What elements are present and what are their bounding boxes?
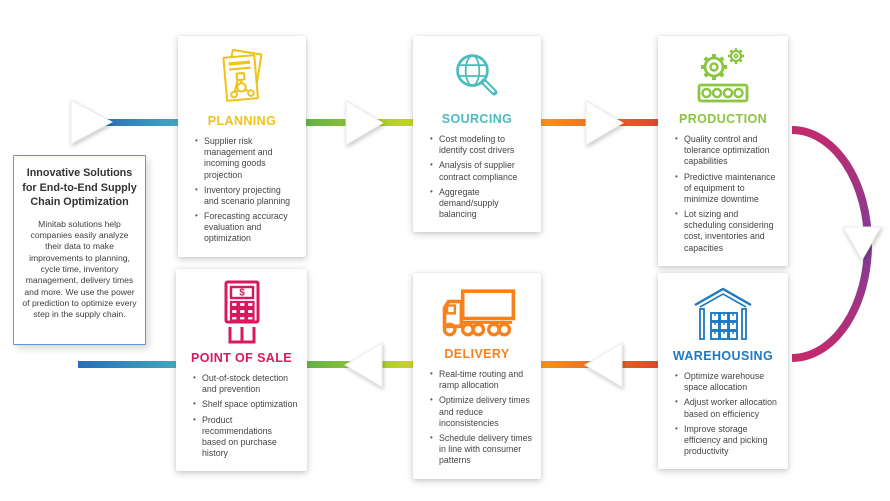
card-title-planning: PLANNING xyxy=(207,114,277,128)
bullet-list-production xyxy=(665,134,781,254)
card-delivery xyxy=(413,273,541,479)
card-title-warehousing: WAREHOUSING xyxy=(672,349,774,363)
cash-register-icon xyxy=(183,279,300,345)
bullet: • Aggregate demand/supply balancing xyxy=(439,187,532,221)
bullet-list-planning xyxy=(185,136,299,245)
intro-title: Innovative Solutions for End-to-End Supply Chain Optimization xyxy=(22,167,137,209)
bullet-list-warehousing xyxy=(665,371,781,457)
bullet: • Optimize delivery times and reduce inconsistencies xyxy=(439,395,532,429)
warehouse-icon xyxy=(665,283,781,343)
connector-pos-exit xyxy=(78,361,178,368)
bullet: • Shelf space optimization xyxy=(202,399,298,410)
bullet: • Adjust worker allocation based on efficiency xyxy=(684,397,779,419)
card-title-delivery: DELIVERY xyxy=(444,347,510,361)
bullet: • Optimize warehouse space allocation xyxy=(684,371,779,393)
bullet: • Quality control and tolerance optimization capabilities xyxy=(684,134,779,168)
card-production xyxy=(658,36,788,266)
card-warehousing xyxy=(658,273,788,469)
card-point-of-sale xyxy=(176,269,307,471)
card-title-sourcing: SOURCING xyxy=(441,112,513,126)
bullet: • Schedule delivery times in line with consumer patterns xyxy=(439,433,532,467)
svg-text:$: $ xyxy=(238,287,245,299)
flow-arrow-down-icon xyxy=(840,224,884,264)
bullet: • Predictive maintenance of equipment to minimize downtime xyxy=(684,172,779,206)
gears-machine-icon xyxy=(665,46,781,106)
card-title-pos: POINT OF SALE xyxy=(190,351,293,365)
planning-documents-icon xyxy=(185,46,299,108)
bullet: • Product recommendations based on purchase history xyxy=(202,415,298,460)
globe-magnifier-icon xyxy=(420,46,534,106)
flow-arrow-right-icon xyxy=(66,97,118,147)
card-title-production: PRODUCTION xyxy=(678,112,768,126)
bullet: • Analysis of supplier contract compliance xyxy=(439,160,532,182)
bullet-list-pos xyxy=(183,373,300,459)
flow-arrow-left-icon xyxy=(578,340,630,390)
bullet: • Real-time routing and ramp allocation xyxy=(439,369,532,391)
card-sourcing xyxy=(413,36,541,232)
bullet: • Forecasting accuracy evaluation and optimization xyxy=(204,211,297,245)
bullet: • Cost modeling to identify cost drivers xyxy=(439,134,532,156)
bullet: • Lot sizing and scheduling considering cost, inventories and capacities xyxy=(684,209,779,254)
bullet: • Improve storage efficiency and picking productivity xyxy=(684,424,779,458)
intro-body: Minitab solutions help companies easily analyze their data to make improvements to planning, cycle time, inventory management, delivery times and more. We use the power of prediction to optimize every step in the supply chain. xyxy=(22,218,137,320)
flow-arrow-right-icon xyxy=(338,98,390,148)
flow-arrow-left-icon xyxy=(338,340,390,390)
bullet: • Supplier risk management and incoming goods projection xyxy=(204,136,297,181)
bullet-list-delivery xyxy=(420,369,534,466)
bullet-list-sourcing xyxy=(420,134,534,220)
card-planning xyxy=(178,36,306,257)
truck-icon xyxy=(420,283,534,341)
flow-arrow-right-icon xyxy=(578,98,630,148)
bullet: • Inventory projecting and scenario planning xyxy=(204,185,297,207)
intro-box xyxy=(13,155,146,345)
bullet: • Out-of-stock detection and prevention xyxy=(202,373,298,395)
